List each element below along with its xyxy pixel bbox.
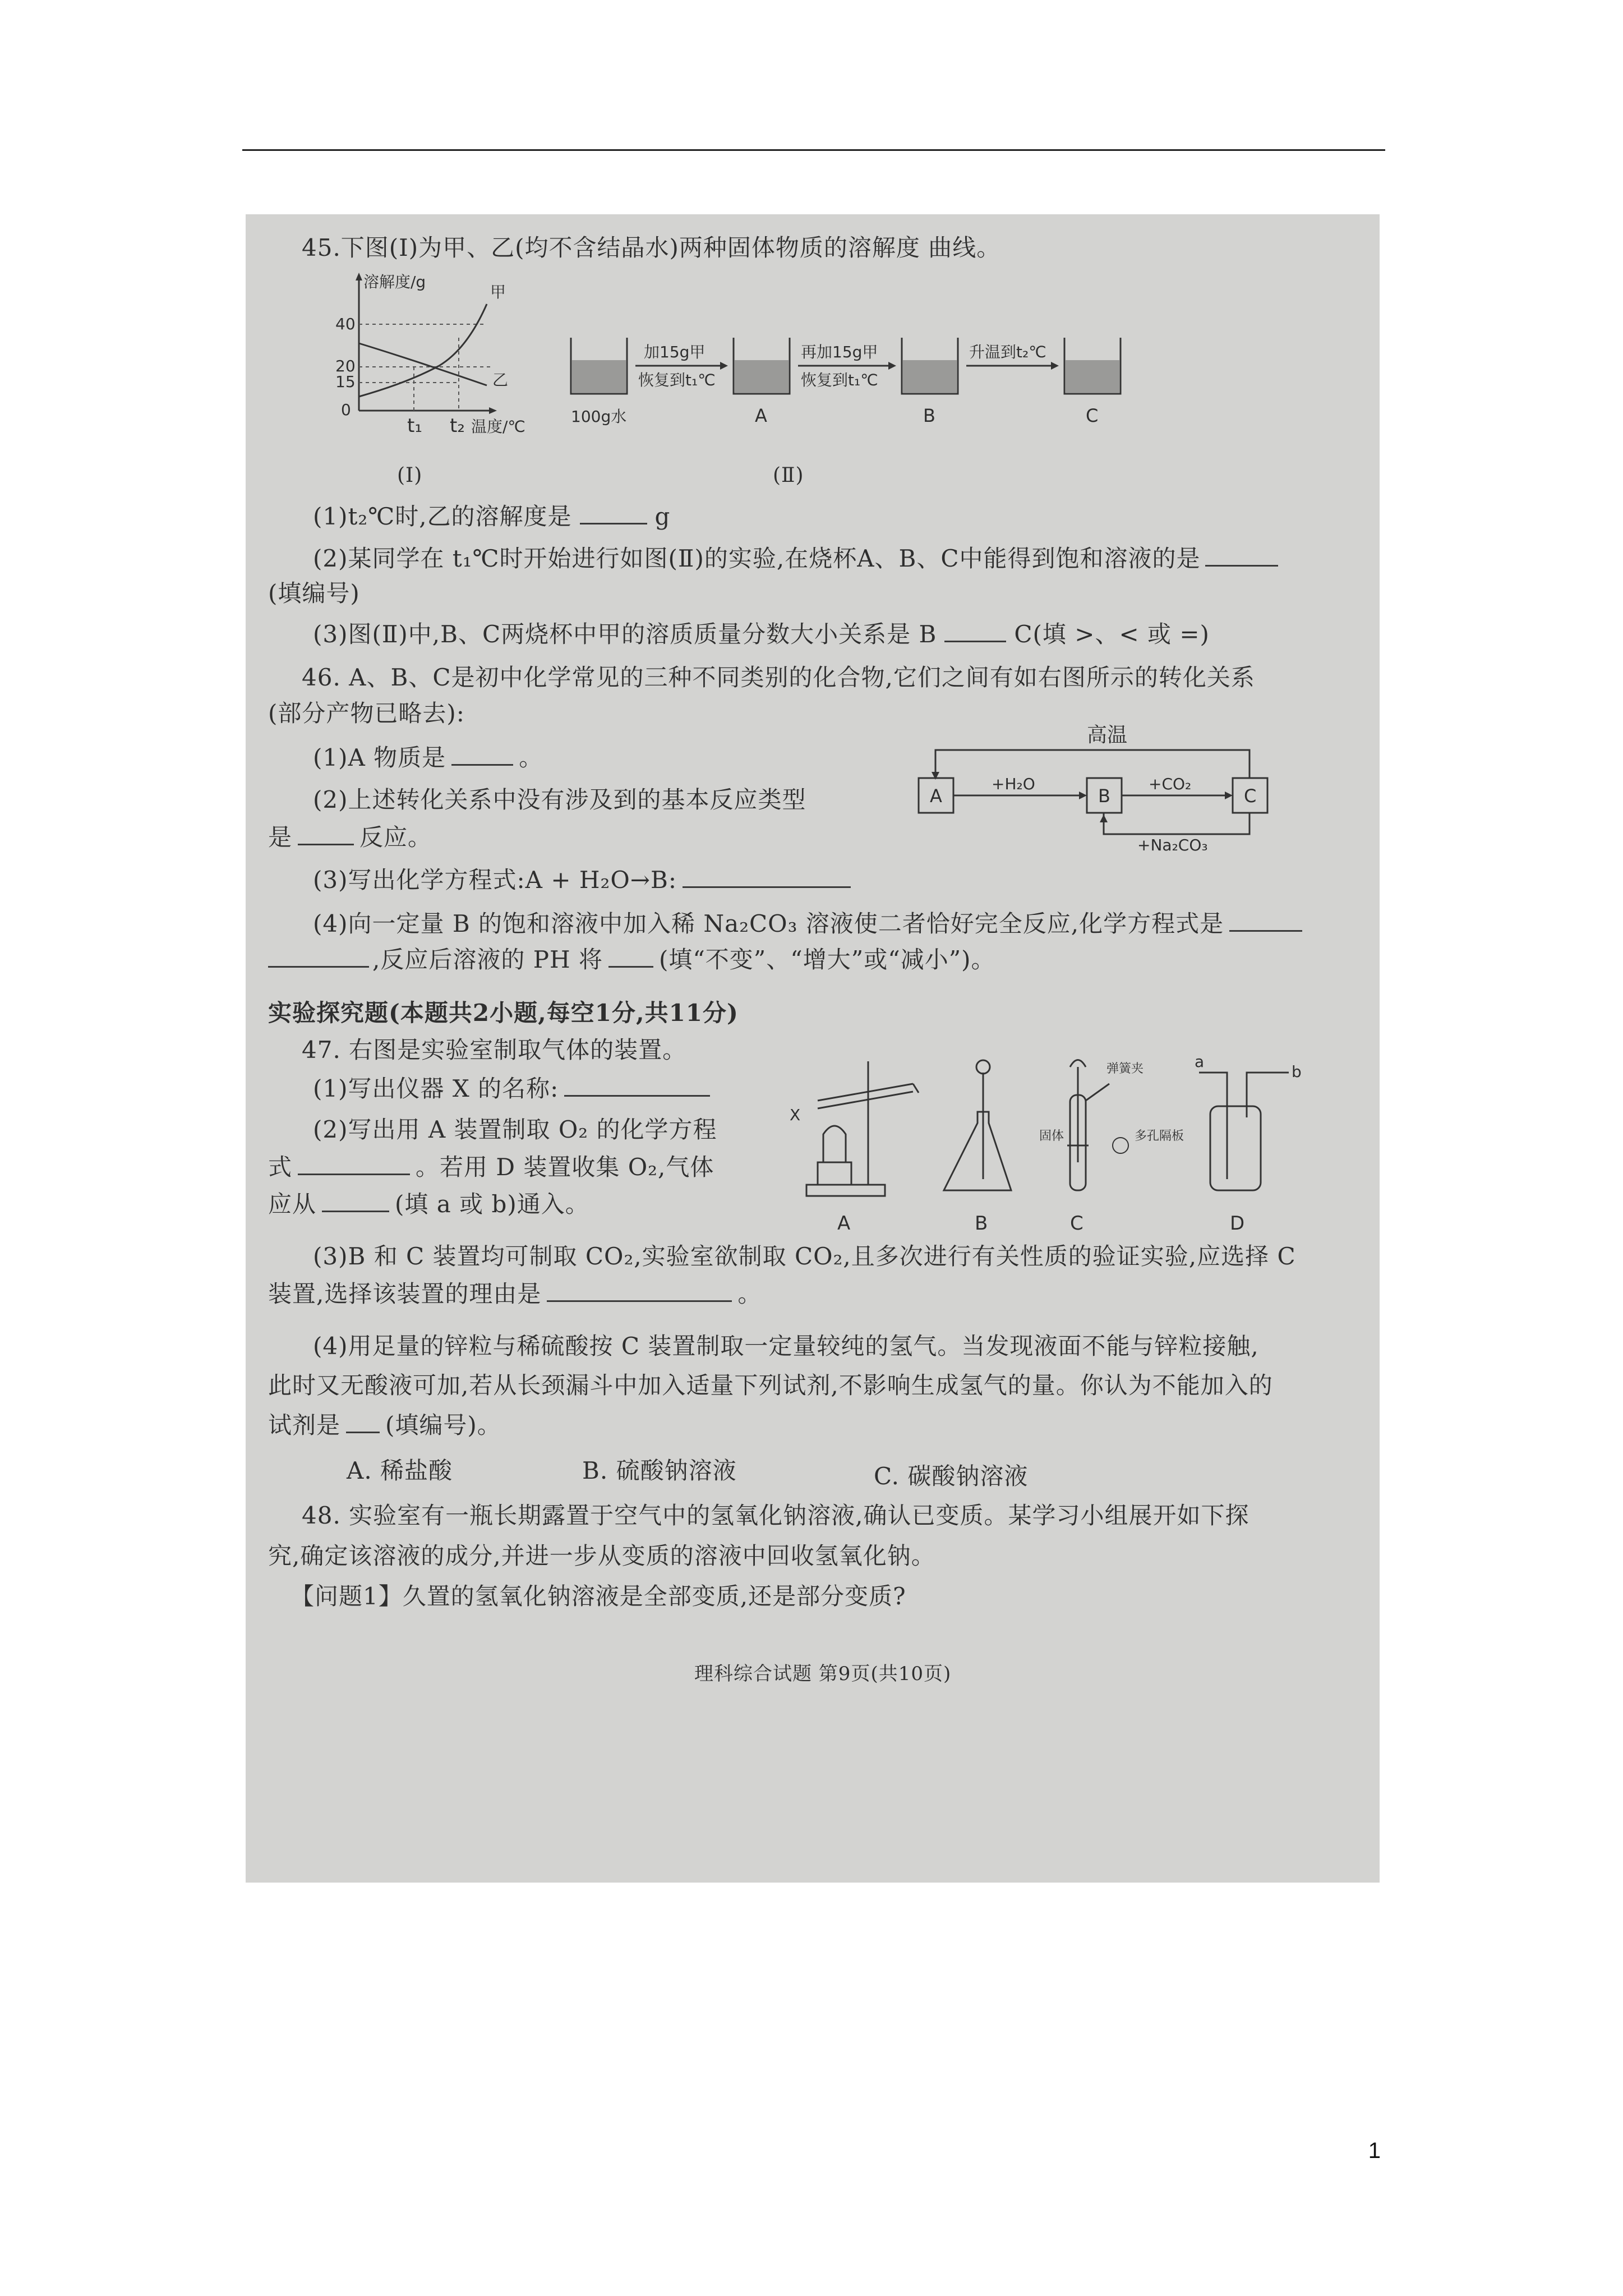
answer-blank [298,821,354,845]
q47-part4: (4)用足量的锌粒与稀硫酸按 C 装置制取一定量较纯的氢气。当发现液面不能与锌粒接触, [313,1332,1259,1360]
q47-title: 47. 右图是实验室制取气体的装置。 [302,1036,687,1064]
q48-line2: 究,确定该溶液的成分,并进一步从变质的溶液中回收氢氧化钠。 [268,1542,935,1570]
diagram-box-c: C [1244,785,1257,807]
step3-top: 升温到t₂℃ [969,343,1046,361]
q47-part4c: 试剂是 (填编号)。 [268,1409,501,1441]
beakers-caption: (Ⅱ) [773,464,804,487]
q45-title: 45.下图(Ⅰ)为甲、乙(均不含结晶水)两种固体物质的溶解度 曲线。 [302,234,1001,261]
q46-part1: (1)A 物质是 。 [313,742,543,774]
arrow-bc-label: +CO₂ [1149,775,1192,793]
d-label-b: b [1292,1062,1302,1081]
answer-blank [547,1278,732,1302]
answer-blank [1205,542,1278,567]
apparatus-b [944,1060,1011,1190]
header-rule [242,149,1385,151]
page-number: 1 [1368,2138,1381,2163]
answer-blank [451,742,513,766]
option-b: B. 硫酸钠溶液 [582,1457,737,1484]
beaker-label-a: A [755,405,767,426]
answer-blank [608,944,653,968]
ytick-15: 15 [335,372,356,391]
step1-bottom: 恢复到t₁℃ [638,371,716,389]
q48-question1: 【问题1】久置的氢氧化钠溶液是全部变质,还是部分变质? [291,1582,906,1610]
diagram-top-label: 高温 [1087,724,1128,747]
answer-blank [683,864,851,888]
q45-part2b: (填编号) [268,579,360,607]
answer-blank [268,944,369,968]
graph-caption: (Ⅰ) [397,464,423,487]
q47-part4b: 此时又无酸液可加,若从长颈漏斗中加入适量下列试剂,不影响生成氢气的量。你认为不能加入的 [268,1372,1273,1399]
q45-part3: (3)图(Ⅱ)中,B、C两烧杯中甲的溶质质量分数大小关系是 B C(填 >、< 或 =) [313,618,1210,650]
q47-part2b: 式 。若用 D 装置收集 O₂,气体 [268,1151,714,1183]
page-footer: 理科综合试题 第9页(共10页) [694,1663,952,1685]
clamp-label: 弹簧夹 [1106,1062,1144,1076]
option-a: A. 稀盐酸 [347,1457,453,1484]
answer-blank [298,1151,410,1175]
ytick-0: 0 [341,401,351,419]
option-c: C. 碳酸钠溶液 [874,1462,1029,1490]
q47-part2c: 应从 (填 a 或 b)通入。 [268,1188,589,1220]
beaker-sequence [565,326,1373,439]
q46-part4: (4)向一定量 B 的饱和溶液中加入稀 Na₂CO₃ 溶液使二者恰好完全反应,化学方程式是 [313,908,1302,940]
answer-blank [322,1188,389,1212]
apparatus-a [806,1061,919,1196]
arrow-cb-label: +Na₂CO₃ [1137,836,1208,854]
beaker-label-b: B [923,405,935,426]
q46-part3: (3)写出化学方程式:A + H₂O→B: [313,864,851,896]
answer-blank [580,500,647,524]
step2-bottom: 恢复到t₁℃ [801,371,878,389]
answer-blank [944,618,1006,642]
diagram-box-b: B [1098,785,1110,807]
solubility-graph [324,270,525,439]
conversion-diagram [902,719,1294,854]
q47-part1: (1)写出仪器 X 的名称: [313,1073,710,1105]
q45-part2: (2)某同学在 t₁℃时开始进行如图(Ⅱ)的实验,在烧杯A、B、C中能得到饱和溶液的是 [313,542,1278,574]
diagram-box-a: A [930,785,942,807]
q47-part3: (3)B 和 C 装置均可制取 CO₂,实验室欲制取 CO₂,且多次进行有关性质的验证实验,应选择 C [313,1243,1296,1270]
apparatus-d [1199,1073,1289,1190]
answer-blank [346,1409,380,1433]
apparatus-label-d: D [1230,1212,1245,1235]
q45-part1: (1)t₂℃时,乙的溶解度是 g [313,500,670,532]
ytick-40: 40 [335,315,356,333]
curve-yi [359,343,487,385]
q46-part4b: ,反应后溶液的 PH 将 (填“不变”、“增大”或“减小”)。 [268,944,995,976]
q46-intro2: (部分产物已略去): [268,700,465,727]
step1-top: 加15g甲 [644,343,706,361]
section-header: 实验探究题(本题共2小题,每空1分,共11分) [268,999,739,1027]
curve-label-yi: 乙 [492,371,509,389]
label-x: X [790,1106,801,1124]
q48-line1: 48. 实验室有一瓶长期露置于空气中的氢氧化钠溶液,确认已变质。某学习小组展开如下探 [302,1502,1249,1529]
q47-part2: (2)写出用 A 装置制取 O₂ 的化学方程 [313,1116,717,1143]
scanned-exam-page [246,214,1380,1883]
answer-blank [564,1073,710,1097]
step2-top: 再加15g甲 [801,343,878,361]
q46-part2b: 是 反应。 [268,821,432,853]
apparatus-label-a: A [837,1212,851,1235]
solid-label: 固体 [1039,1129,1064,1143]
q46-part2: (2)上述转化关系中没有涉及到的基本反应类型 [313,786,806,813]
ytick-20: 20 [335,357,356,375]
apparatus-c [1067,1060,1109,1191]
answer-blank [1229,908,1302,932]
d-label-a: a [1195,1052,1205,1071]
lab-apparatus [784,1050,1345,1241]
xtick-t1: t₁ [407,415,422,437]
apparatus-label-b: B [975,1212,988,1235]
graph-ylabel: 溶解度/g [363,273,426,291]
xtick-t2: t₂ [450,415,465,437]
plate-label: 多孔隔板 [1135,1129,1184,1143]
beaker-start-label: 100g水 [571,407,627,426]
arrow-ab-label: +H₂O [992,775,1035,793]
curve-label-jia: 甲 [490,283,506,301]
q47-part3b: 装置,选择该装置的理由是 。 [268,1278,762,1310]
graph-xlabel: 温度/℃ [471,417,525,436]
q46-intro: 46. A、B、C是初中化学常见的三种不同类别的化合物,它们之间有如右图所示的转化关系 [302,664,1255,691]
beaker-label-c: C [1086,405,1099,426]
apparatus-label-c: C [1070,1212,1083,1235]
